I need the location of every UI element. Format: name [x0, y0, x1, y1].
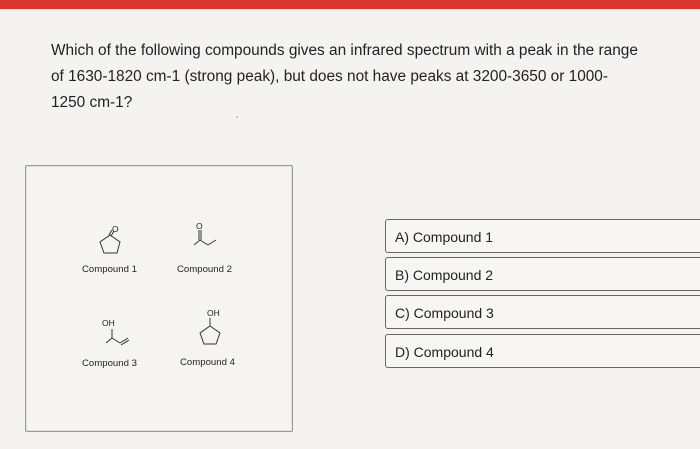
compound-3-structure [102, 318, 129, 345]
compound-2-bond-3 [208, 240, 216, 245]
compound-2-bond-1 [194, 240, 200, 245]
compound-3-bond-2 [112, 338, 120, 343]
compound-4-caption: Compound 4 [180, 357, 235, 368]
compound-2-bond-2 [200, 240, 208, 245]
answer-option-a-label: A) Compound 1 [395, 229, 494, 245]
compound-1-caption: Compound 1 [82, 264, 137, 275]
compound-4-structure [200, 308, 220, 344]
compound-3-atom-label: OH [102, 318, 115, 328]
compound-2-caption: Compound 2 [177, 264, 232, 275]
compound-1-structure [100, 224, 120, 253]
compound-3-double-bond [121, 340, 129, 345]
answer-option-b-label: B) Compound 2 [395, 267, 494, 283]
compound-1-ring [100, 235, 120, 253]
compound-1-atom-label: O [112, 224, 119, 234]
answer-option-d-label: D) Compound 4 [395, 344, 494, 360]
compound-3-bond-1 [106, 338, 112, 343]
compound-3-bond-3 [120, 338, 128, 343]
answer-option-c-label: C) Compound 3 [395, 305, 494, 321]
structures-figure [26, 166, 292, 431]
answer-option-d[interactable] [385, 334, 700, 368]
answer-option-b[interactable] [385, 257, 700, 291]
compound-2-structure [194, 221, 216, 245]
answer-option-c[interactable] [385, 295, 700, 329]
compound-2-atom-label: O [196, 221, 203, 231]
compound-3-caption: Compound 3 [82, 358, 137, 369]
compound-4-atom-label: OH [207, 308, 220, 318]
answer-option-a[interactable] [385, 219, 700, 253]
mouse-cursor [236, 116, 238, 118]
top-accent-bar [0, 0, 700, 9]
compound-structures-panel [25, 165, 293, 432]
question-text: Which of the following compounds gives an infrared spectrum with a peak in the range of 1630-1820 cm-1 (strong peak), but does not have peaks at 3200-3650 or 1000-1250 cm-1? [51, 42, 638, 111]
compound-4-ring [200, 326, 220, 344]
